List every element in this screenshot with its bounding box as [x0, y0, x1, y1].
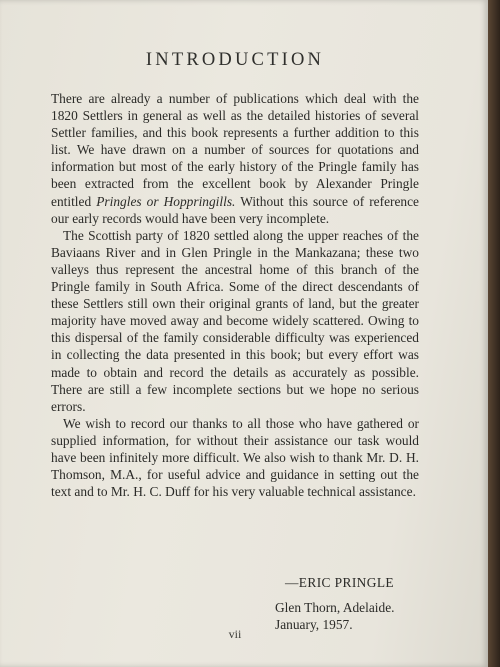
book-edge	[488, 0, 500, 667]
introduction-body	[51, 90, 419, 500]
paragraph-1-text-a: There are already a number of publications which deal with the 1820 Settlers in general as well as the detailed histories of several Settler families, and this book represents a further addition to this list. We have drawn on a number of sources for quotations and information but most of the early history of the Pringle family has been extracted from the excellent book by Alexander Pringle entitled	[51, 91, 419, 209]
place-line: Glen Thorn, Adelaide.	[275, 600, 395, 615]
paragraph-2: The Scottish party of 1820 settled along the upper reaches of the Baviaans River and in Glen Pringle in the Mankazana; these two valleys thus represent the ancestral home of this branch of the Pringle family in South Africa. Some of the direct descendants of these Settlers still own their original grants of land, but the greater majority have moved away and become widely scattered. Owing to this dispersal of the family considerable difficulty was experienced in collecting the data presented in this book; but every effort was made to obtain and record the details as accurately as possible. There are still a few incomplete sections but we hope no serious errors.	[51, 227, 419, 414]
date-line: January, 1957.	[275, 617, 353, 632]
paragraph-3: We wish to record our thanks to all those who have gathered or supplied information, for without their assistance our task would have been infinitely more difficult. We also wish to thank Mr. D. H. Thomson, M.A., for useful advice and guidance in setting out the text and to Mr. H. C. Duff for his very valuable technical assistance.	[51, 415, 419, 500]
paragraph-1-text-b: Without this source of reference our early records would have been very incomplete.	[51, 193, 419, 226]
page-title: INTRODUCTION	[145, 50, 325, 70]
page-number: vii	[228, 627, 242, 641]
paragraph-1	[51, 90, 419, 227]
book-title-reference: Pringles or Hoppringills.	[96, 193, 236, 209]
author-signature: —ERIC PRINGLE	[285, 575, 394, 590]
